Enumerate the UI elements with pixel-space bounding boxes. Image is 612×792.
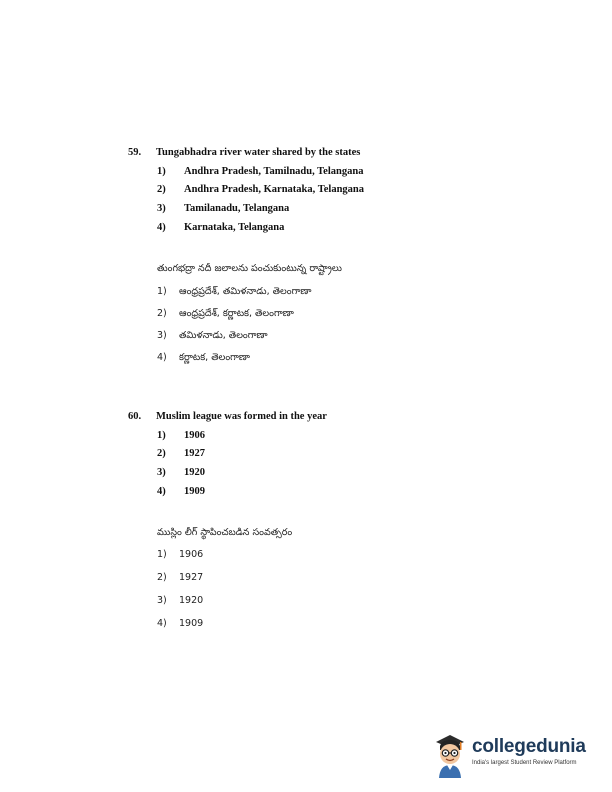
option-text: 1927 xyxy=(184,448,205,459)
option-number: 2) xyxy=(157,572,167,583)
brand-tagline: India's largest Student Review Platform xyxy=(472,760,577,766)
option-number: 1) xyxy=(157,166,166,177)
question-number: 60. xyxy=(128,411,142,422)
option-1 xyxy=(157,166,363,177)
option-number: 2) xyxy=(157,308,167,319)
option-text: 1920 xyxy=(179,595,204,606)
option-number: 3) xyxy=(157,203,166,214)
option-3 xyxy=(157,203,289,214)
option-3 xyxy=(157,467,205,478)
question-number: 59. xyxy=(128,147,142,158)
option-number: 4) xyxy=(157,486,166,497)
option-text: 1920 xyxy=(184,467,205,478)
option-number: 1) xyxy=(157,286,167,297)
brand-name: collegedunia xyxy=(472,736,586,757)
question-text-te: తుంగభద్రా నదీ జలాలను పంచుకుంటున్న రాష్ట్రాలు xyxy=(157,263,342,274)
option-text: Andhra Pradesh, Tamilnadu, Telangana xyxy=(184,166,364,177)
option-number: 3) xyxy=(157,330,167,341)
option-number: 2) xyxy=(157,184,166,195)
option-text: 1906 xyxy=(184,430,205,441)
option-number: 1) xyxy=(157,430,166,441)
option-te-1 xyxy=(157,549,203,560)
option-te-4 xyxy=(157,618,203,629)
option-te-2 xyxy=(157,572,203,583)
option-text: Andhra Pradesh, Karnataka, Telangana xyxy=(184,184,364,195)
question-text xyxy=(128,147,360,158)
option-number: 2) xyxy=(157,448,166,459)
option-te-1 xyxy=(157,286,311,299)
option-text: కర్ణాటక, తెలంగాణా xyxy=(179,352,250,363)
option-number: 3) xyxy=(157,595,167,606)
student-mascot-icon xyxy=(432,732,468,778)
collegedunia-logo xyxy=(432,730,602,780)
option-1 xyxy=(157,430,205,441)
option-number: 3) xyxy=(157,467,166,478)
option-text: 1909 xyxy=(179,618,204,629)
option-text: ఆంధ్రప్రదేశ్, కర్ణాటక, తెలంగాణా xyxy=(179,308,294,319)
question-text-en: Tungabhadra river water shared by the states xyxy=(156,147,361,158)
question-text-te: ముస్లిం లీగ్ స్థాపించబడిన సంవత్సరం xyxy=(157,527,293,538)
option-text: ఆంధ్రప్రదేశ్, తమిళనాడు, తెలంగాణా xyxy=(179,286,312,297)
option-2 xyxy=(157,448,205,459)
option-number: 1) xyxy=(157,549,167,560)
option-te-4 xyxy=(157,352,250,365)
option-text: తమిళనాడు, తెలంగాణా xyxy=(179,330,268,341)
option-number: 4) xyxy=(157,618,167,629)
option-text: Tamilanadu, Telangana xyxy=(184,203,290,214)
option-2 xyxy=(157,184,364,195)
option-number: 4) xyxy=(157,222,166,233)
option-te-3 xyxy=(157,595,203,606)
option-4 xyxy=(157,222,284,233)
option-number: 4) xyxy=(157,352,167,363)
question-text-en: Muslim league was formed in the year xyxy=(156,411,327,422)
question-text xyxy=(128,411,327,422)
option-text: 1927 xyxy=(179,572,204,583)
option-text: Karnataka, Telangana xyxy=(184,222,285,233)
option-te-3 xyxy=(157,330,268,343)
option-4 xyxy=(157,486,205,497)
option-te-2 xyxy=(157,308,294,321)
option-text: 1906 xyxy=(179,549,204,560)
option-text: 1909 xyxy=(184,486,205,497)
